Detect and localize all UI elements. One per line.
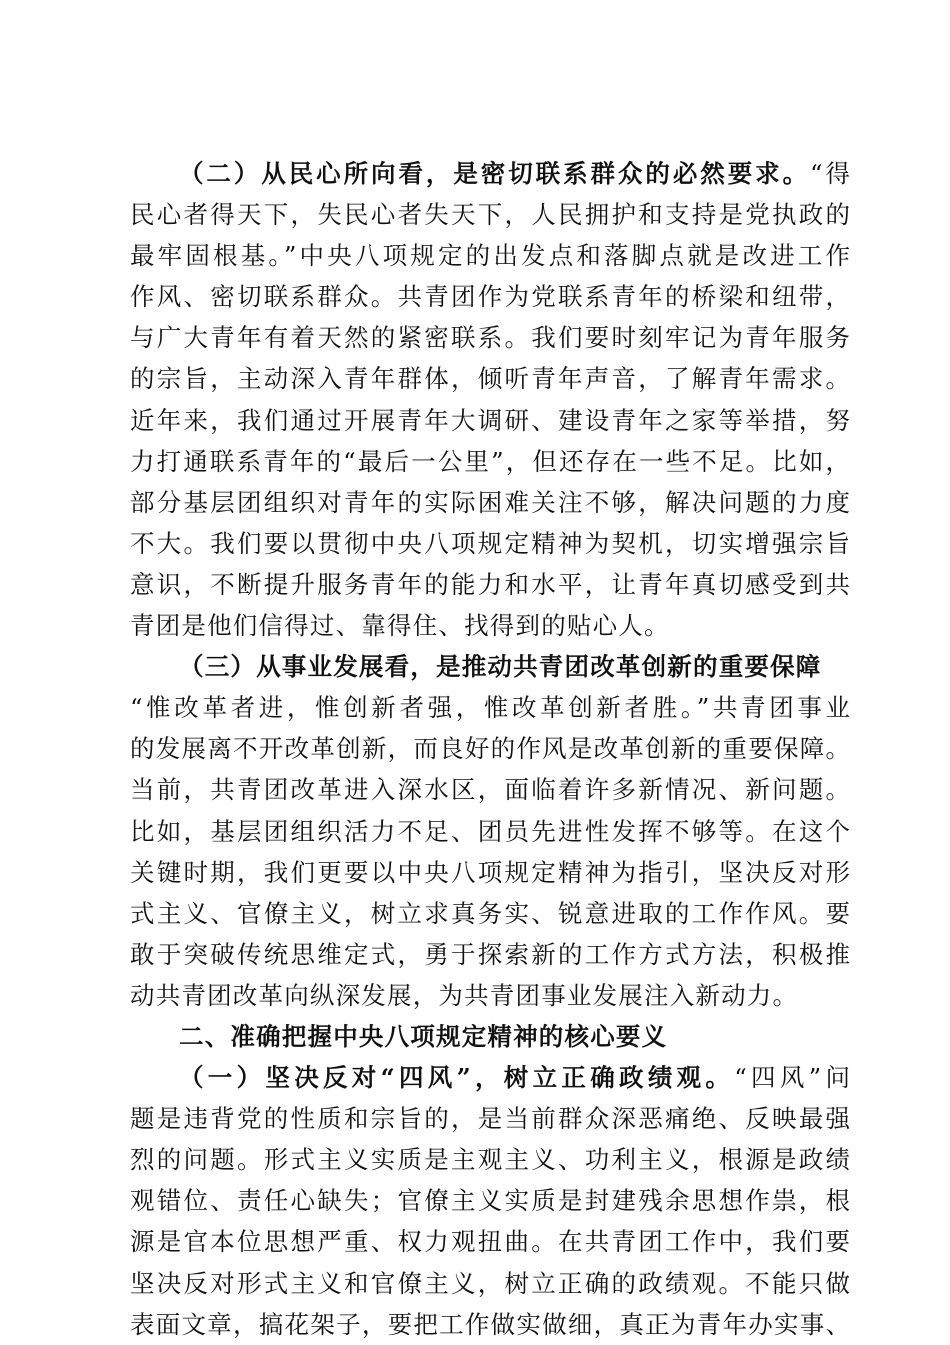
paragraph-line: 当前，共青团改革进入深水区，面临着许多新情况、新问题。 xyxy=(130,775,850,805)
paragraph-line: 不大。我们要以贯彻中央八项规定精神为契机，切实增强宗旨 xyxy=(130,528,850,558)
paragraph-line: （一）坚决反对“四风”，树立正确政绩观。“四风”问 xyxy=(179,1063,850,1093)
paragraph-line: 作风、密切联系群众。共青团作为党联系青年的桥梁和纽带， xyxy=(130,282,850,312)
paragraph-line: 最牢固根基。”中央八项规定的出发点和落脚点就是改进工作 xyxy=(130,241,850,271)
paragraph-line: 力打通联系青年的“最后一公里”，但还存在一些不足。比如， xyxy=(130,446,850,476)
paragraph-line: 青团是他们信得过、靠得住、找得到的贴心人。 xyxy=(130,611,670,641)
paragraph-line: 式主义、官僚主义，树立求真务实、锐意进取的工作作风。要 xyxy=(130,898,850,928)
paragraph-line: 民心者得天下，失民心者失天下，人民拥护和支持是党执政的 xyxy=(130,200,850,230)
paragraph-line: 源是官本位思想严重、权力观扭曲。在共青团工作中，我们要 xyxy=(130,1227,850,1257)
paragraph-line: 近年来，我们通过开展青年大调研、建设青年之家等举措，努 xyxy=(130,405,850,435)
paragraph-line: 坚决反对形式主义和官僚主义，树立正确的政绩观。不能只做 xyxy=(130,1268,850,1298)
paragraph-line: “惟改革者进，惟创新者强，惟改革创新者胜。”共青团事业 xyxy=(130,693,850,723)
paragraph-line xyxy=(130,646,850,687)
paragraph-lead: （一）坚决反对“四风”，树立正确政绩观。 xyxy=(179,1063,735,1093)
paragraph-line: 烈的问题。形式主义实质是主观主义、功利主义，根源是政绩 xyxy=(130,1145,850,1175)
paragraph-lead: （三）从事业发展看，是推动共青团改革创新的重要保障 xyxy=(179,652,822,682)
paragraph-yi xyxy=(130,1057,850,1345)
paragraph-er xyxy=(130,153,850,646)
paragraph-san xyxy=(130,646,850,1016)
paragraph-line: 的宗旨，主动深入青年群体，倾听青年声音，了解青年需求。 xyxy=(130,364,850,394)
paragraph-line: 表面文章，搞花架子，要把工作做实做细，真正为青年办实事、 xyxy=(130,1309,850,1339)
paragraph-line: 比如，基层团组织活力不足、团员先进性发挥不够等。在这个 xyxy=(130,816,850,846)
paragraph-line: 与广大青年有着天然的紧密联系。我们要时刻牢记为青年服务 xyxy=(130,323,850,353)
paragraph-line: 部分基层团组织对青年的实际困难关注不够，解决问题的力度 xyxy=(130,487,850,517)
paragraph-line: 关键时期，我们更要以中央八项规定精神为指引，坚决反对形 xyxy=(130,857,850,887)
paragraph-line: 意识，不断提升服务青年的能力和水平，让青年真切感受到共 xyxy=(130,569,850,599)
paragraph-line: 敢于突破传统思维定式，勇于探索新的工作方式方法，积极推 xyxy=(130,939,850,969)
paragraph-line: 动共青团改革向纵深发展，为共青团事业发展注入新动力。 xyxy=(130,980,799,1010)
paragraph-line: 题是违背党的性质和宗旨的，是当前群众深恶痛绝、反映最强 xyxy=(130,1104,850,1134)
paragraph-line: （二）从民心所向看，是密切联系群众的必然要求。“得 xyxy=(179,159,850,188)
paragraph-lead: （二）从民心所向看，是密切联系群众的必然要求。 xyxy=(179,159,811,188)
section-heading: 二、准确把握中央八项规定精神的核心要义 xyxy=(179,1021,668,1051)
document-body xyxy=(130,153,850,1345)
paragraph-line: 的发展离不开改革创新，而良好的作风是改革创新的重要保障。 xyxy=(130,734,850,764)
paragraph-line: 观错位、责任心缺失；官僚主义实质是封建残余思想作祟，根 xyxy=(130,1186,850,1216)
